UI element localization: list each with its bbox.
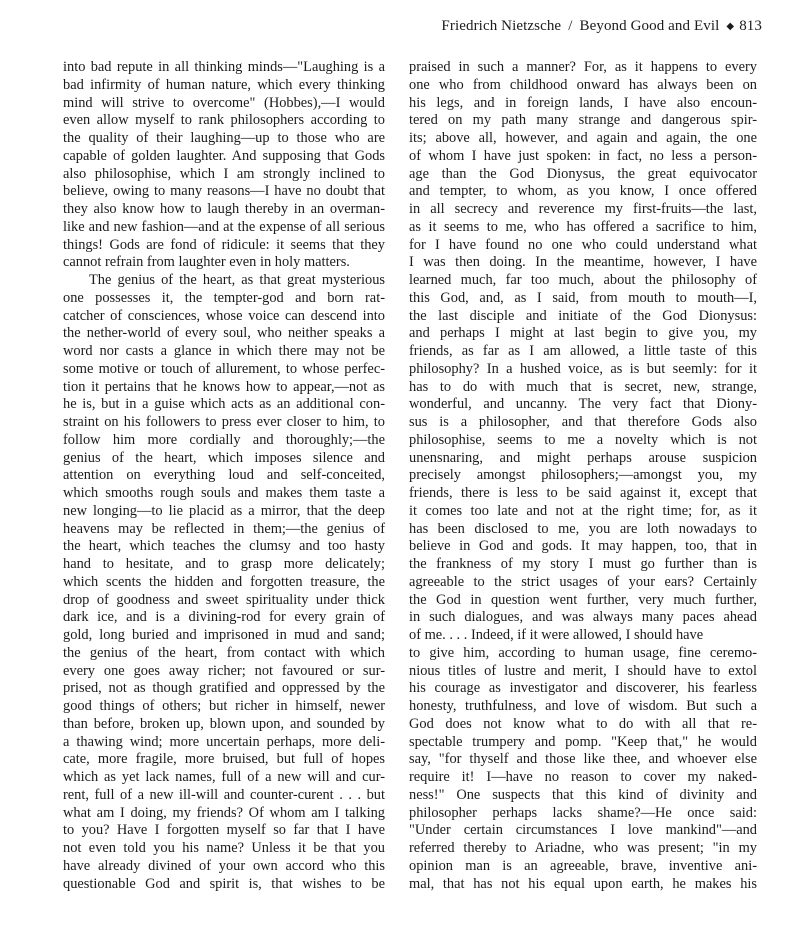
text-line: even allow myself to rank philosophers according to [63,112,385,129]
text-line: philosopher perhaps lacks shame?—He once said: [409,804,757,821]
text-line: questionable God and spirit is, that wishes to be [63,875,385,892]
text-line: also philosophise, which I am strongly inclined to [63,165,385,182]
text-line: they also know how to laugh thereby in an overman- [63,201,385,217]
text-line: learned much, far too much, about the philosophy of [409,272,757,288]
text-line: the genius of the heart, from contact with which [63,644,385,661]
text-line: in such dialogues, and was always many paces ahead [409,609,757,626]
text-line: of whom I have just spoken: in fact, no less a person- [409,147,757,164]
text-line: every one goes away richer; not favoured or sur- [63,662,385,679]
text-line: one possesses it, the tempter-god and born rat- [63,289,385,306]
text-line: rent, full of a new ill-will and counter-curent . . . but [63,786,385,803]
text-line: spectable trumpery and pomp. "Keep that," he would [409,733,757,750]
text-line: precisely amongst philosophers;—amongst you, my [409,467,757,484]
text-line: say, "for thyself and those like thee, and whoever else [409,751,757,768]
text-line: friends, as far as I am allowed, a little taste of this [409,343,757,359]
text-line: which scents the hidden and forgotten treasure, the [63,573,385,590]
header-separator: / [568,18,573,34]
text-line: philosophy? In a hushed voice, as is but seemly: for it [409,360,757,377]
text-line: straint on his followers to press ever closer to him, to [63,414,385,430]
text-line: bad infirmity of human nature, which every thinking [63,76,385,93]
text-line: and perhaps I might at last begin to give you, my [409,325,757,342]
text-line: good things of others; but richer in himself, newer [63,698,385,714]
text-line: the quality of their laughing—up to those who are [63,130,385,146]
text-line: drop of goodness and sweet spirituality under thick [63,591,385,608]
text-line: the God in question went further, very much further, [409,591,757,608]
text-line: praised in such a manner? For, as it happens to every [409,59,757,75]
text-line: word nor casts a glance in which there may not be [63,343,385,359]
text-line: mind will strive to overcome" (Hobbes),—I would [63,94,385,111]
text-line: cate, more fragile, more bruised, but full of hopes [63,751,385,768]
text-line: capable of golden laughter. And supposing that Gods [63,147,385,164]
text-line: the nether-world of every soul, who neither speaks a [63,325,385,342]
header-book-title: Beyond Good and Evil [579,18,720,34]
text-line: what am I doing, my friends? Of whom am I talking [63,804,385,821]
text-line: into bad repute in all thinking minds—"Laughing is a [63,59,385,75]
text-line: catcher of consciences, whose voice can descend into [63,307,385,324]
text-line: wonderful, and uncanny. The very fact that Diony- [409,396,757,413]
text-line: it comes too late and not at the right time; for, as it [409,502,757,519]
text-line: not even told you his name? Unless it be that you [63,840,385,856]
text-line: age than the God Dionysus, the great equivocator [409,165,757,182]
text-line: mal, that has not his equal upon earth, he makes his [409,875,757,892]
text-line: like and new fashion—and at the expense of all serious [63,218,385,235]
text-line: prised, not as though gratified and oppressed by the [63,680,385,697]
text-line: philosophise, seems to me a novelty which is not [409,431,757,448]
text-line: has to do with much that is secret, new, strange, [409,378,757,395]
text-line: he is, but in a guise which acts as an additional con- [63,396,385,413]
right-text-column [409,59,757,893]
left-text-column [63,59,385,893]
text-line: honesty, truthfulness, and love of wisdom. But such a [409,698,757,714]
text-line: tered on my path many strange and dangerous spir- [409,112,757,129]
text-line: than before, broken up, blown upon, and sounded by [63,715,385,732]
text-line: as it seems to me, who has offered a sacrifice to him, [409,218,757,235]
text-line: the last disciple and initiate of the God Dionysus: [409,307,757,324]
text-line: God does not know what to do with all that re- [409,715,757,732]
running-header [441,18,762,35]
text-line: dark ice, and is a divining-rod for every grain of [63,609,385,626]
text-line: agreeable to the strict usages of your ears? Certainly [409,573,757,590]
text-line: "Under certain circumstances I love mankind"—and [409,822,757,839]
text-line: follow him more cordially and thoroughly;—the [63,431,385,448]
text-line: ness!" One suspects that this kind of divinity and [409,786,757,803]
text-line: gold, long buried and imprisoned in mud and sand; [63,627,385,643]
text-line: things! Gods are fond of ridicule: it seems that they [63,236,385,253]
text-line: have already divined of your own accord who this [63,857,385,874]
text-line: in all secrecy and reverence my first-fruits—the last, [409,201,757,217]
page-number: 813 [739,18,762,34]
text-line: genius of the heart, which imposes silence and [63,449,385,466]
text-line: and tempter, to whom, as you know, I once offered [409,183,757,200]
text-line: believe, owing to many reasons—I have no doubt that [63,183,385,200]
text-line: cannot refrain from laughter even in holy matters. [63,254,350,271]
text-line: require it! I—have no reason to cover my naked- [409,769,757,785]
text-line: which smooths rough souls and makes them taste a [63,485,385,501]
text-line: friends, there is less to be said against it, except that [409,485,757,501]
text-line: his courage as investigator and discoverer, his fearless [409,680,757,697]
text-line: unensnaring, and might perhaps arouse suspicion [409,449,757,466]
text-line: to give him, according to human usage, fine ceremo- [409,644,757,661]
text-line: the heart, which teaches the clumsy and too hasty [63,538,385,555]
text-line: a thawing wind; more uncertain perhaps, more deli- [63,733,385,750]
text-line: nious titles of lustre and merit, I should have to extol [409,662,757,679]
text-line: tion it pertains that he knows how to appear,—not as [63,378,385,395]
text-line: I was then doing. In the meantime, however, I have [409,254,757,271]
text-line: opinion man is an agreeable, brave, inventive ani- [409,857,757,874]
text-line: referred thereby to Ariadne, who was present; "in my [409,840,757,856]
text-line: heavens may be reflected in them;—the genius of [63,520,385,537]
text-line: of me. . . . Indeed, if it were allowed, I should have [409,627,704,643]
text-line: for I have found no one who could understand what [409,236,757,253]
text-line: some motive or touch of allurement, to whose perfec- [63,360,385,377]
text-line: believe in God and gods. It may happen, too, that in [409,538,757,555]
text-line: has been disclosed to me, you are loth nowadays to [409,520,757,537]
text-line: The genius of the heart, as that great mysterious [89,272,385,288]
diamond-ornament-icon: ◆ [726,21,735,32]
text-line: this God, and, as I said, from mouth to mouth—I, [409,289,757,306]
text-line: the frankness of my story I must go further than is [409,556,757,572]
text-line: to you? Have I forgotten myself so far that I have [63,822,385,839]
text-line: which as yet lack names, full of a new will and cur- [63,769,385,785]
text-line: its; above all, however, and again and again, the one [409,130,757,146]
text-line: attention on everything loud and self-conceited, [63,467,385,484]
text-line: sus is a philosopher, and that therefore Gods also [409,414,757,430]
text-line: one who from childhood onward has always been on [409,76,757,93]
text-line: new longing—to lie placid as a mirror, that the deep [63,502,385,519]
text-line: hand to hesitate, and to grasp more delicately; [63,556,385,572]
text-line: his legs, and in foreign lands, I have also encoun- [409,94,757,111]
header-author: Friedrich Nietzsche [441,18,562,34]
